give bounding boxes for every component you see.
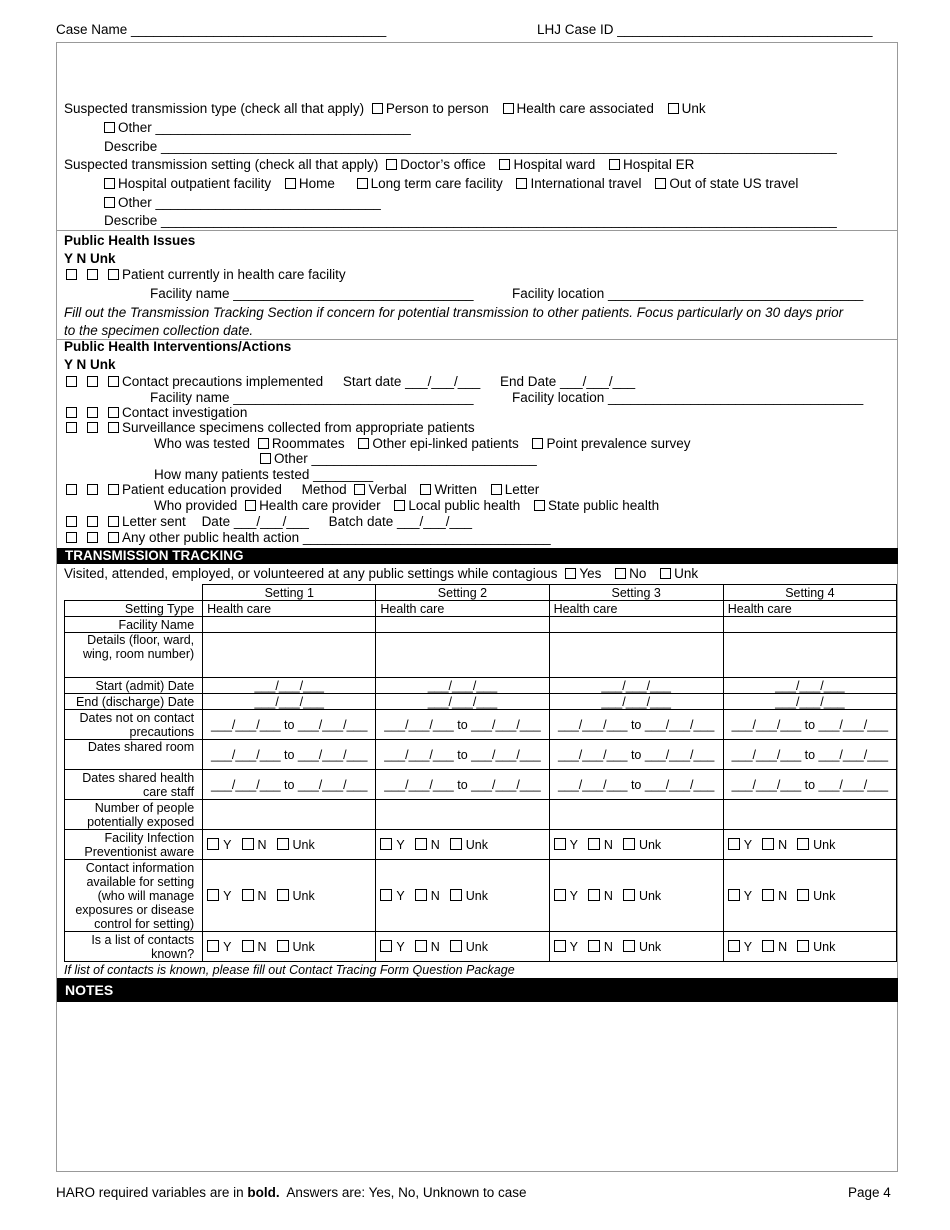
option-label: Y <box>396 837 405 852</box>
checkbox[interactable] <box>420 484 431 495</box>
table-row <box>65 770 897 800</box>
input-cell[interactable] <box>723 617 896 633</box>
checkbox-unk[interactable] <box>277 940 289 952</box>
tested-other-row <box>260 451 537 467</box>
patient-in-facility-row <box>66 267 346 283</box>
checkbox-n[interactable] <box>415 940 427 952</box>
option-label: Out of state US travel <box>669 176 799 191</box>
footer-suffix: Answers are: Yes, No, Unknown to case <box>279 1185 527 1200</box>
option-label: Unk <box>292 939 315 954</box>
row-label: Setting Type <box>65 601 203 617</box>
option-label: Yes <box>579 566 602 581</box>
checkbox-unk[interactable] <box>108 269 119 280</box>
question-label: Contact investigation <box>122 405 248 420</box>
input-cell[interactable] <box>549 633 723 678</box>
option-label: Unk <box>292 888 315 903</box>
footer-note <box>56 1185 526 1201</box>
checkbox-y[interactable] <box>66 422 77 433</box>
option-label: Home <box>298 176 335 191</box>
question-label: Contact precautions implemented <box>122 374 324 389</box>
row-label: Contact information available for setting (who will manage exposures or disease control for setting) <box>65 860 203 932</box>
checkbox[interactable] <box>357 178 368 189</box>
checkbox-unk[interactable] <box>623 940 635 952</box>
option-label: N <box>257 837 267 852</box>
checkbox[interactable] <box>245 500 256 511</box>
page-number: Page 4 <box>848 1185 891 1200</box>
table-row <box>65 633 897 678</box>
checkbox-n[interactable] <box>87 484 98 495</box>
transmission-type-other <box>104 120 411 136</box>
option-label: N <box>430 939 440 954</box>
checkbox[interactable] <box>394 500 405 511</box>
option-label: Long term care facility <box>370 176 503 191</box>
checkbox-unk[interactable] <box>108 422 119 433</box>
how-many-tested-field[interactable]: How many patients tested ________ <box>154 467 374 482</box>
checkbox[interactable] <box>491 484 502 495</box>
setting-header: Setting 1 <box>203 585 376 601</box>
corner-cell <box>65 585 203 601</box>
table-row <box>65 694 897 710</box>
checkbox[interactable] <box>260 453 271 464</box>
batch-date-field[interactable]: Batch date ___/___/___ <box>328 514 473 529</box>
setting-header: Setting 3 <box>549 585 723 601</box>
date-range-cell[interactable]: ___/___/___ to ___/___/___ <box>723 770 896 800</box>
checkbox-n[interactable] <box>242 940 254 952</box>
input-cell[interactable] <box>203 800 376 830</box>
checkbox[interactable] <box>532 438 543 449</box>
checkbox-unk[interactable] <box>108 376 119 387</box>
option-label: Y <box>396 888 405 903</box>
contact-precautions-row <box>66 374 635 390</box>
transmission-type-row <box>64 101 706 117</box>
option-label: Unk <box>813 888 836 903</box>
transmission-setting-label: Suspected transmission setting (check all that apply) <box>64 157 379 172</box>
option-label: Unk <box>674 566 699 581</box>
who-provided-label: Who provided <box>154 498 238 513</box>
checkbox-y[interactable] <box>728 940 740 952</box>
date-range-cell[interactable]: ___/___/___ to ___/___/___ <box>203 740 376 770</box>
checkbox[interactable] <box>609 159 620 170</box>
row-label: Start (admit) Date <box>65 678 203 694</box>
checkbox-n[interactable] <box>415 838 427 850</box>
setting-header: Setting 4 <box>723 585 896 601</box>
describe-field[interactable]: Describe __________________________________________________________________________________________ <box>104 213 837 228</box>
input-cell[interactable] <box>376 633 549 678</box>
table-row <box>65 678 897 694</box>
option-label: Other epi-linked patients <box>372 436 519 451</box>
ynu-cell <box>723 830 896 860</box>
checkbox-y[interactable] <box>728 889 740 901</box>
ynu-cell <box>723 860 896 932</box>
date-range-cell[interactable]: ___/___/___ to ___/___/___ <box>203 710 376 740</box>
checkbox-unk[interactable] <box>797 889 809 901</box>
option-label: Unk <box>465 888 488 903</box>
checkbox[interactable] <box>534 500 545 511</box>
checkbox-y[interactable] <box>380 940 392 952</box>
date-range-cell[interactable]: ___/___/___ to ___/___/___ <box>376 740 549 770</box>
checkbox[interactable] <box>499 159 510 170</box>
option-label: State public health <box>548 498 660 513</box>
facility-name-field[interactable]: Facility name ________________________________ <box>150 390 474 405</box>
row-label: Facility Infection Preventionist aware <box>65 830 203 860</box>
option-label: Person to person <box>385 101 489 116</box>
table-row <box>65 800 897 830</box>
row-label: Details (floor, ward, wing, room number) <box>65 633 203 678</box>
transmission-setting-row2 <box>104 176 798 192</box>
other-action-field[interactable]: Any other public health action _________________________________ <box>122 530 551 545</box>
visited-row <box>64 566 698 582</box>
checkbox-unk[interactable] <box>623 838 635 850</box>
checkbox-n[interactable] <box>762 889 774 901</box>
lhj-case-id-field[interactable]: LHJ Case ID __________________________________ <box>537 22 873 37</box>
date-range-cell[interactable]: ___/___/___ to ___/___/___ <box>549 770 723 800</box>
checkbox-n[interactable] <box>87 422 98 433</box>
checkbox[interactable] <box>285 178 296 189</box>
end-date-field[interactable]: End Date ___/___/___ <box>500 374 636 389</box>
interventions-title: Public Health Interventions/Actions <box>64 339 292 354</box>
checkbox[interactable] <box>258 438 269 449</box>
date-cell[interactable]: ___/___/___ <box>203 678 376 694</box>
table-row <box>65 617 897 633</box>
option-label: Y <box>223 939 232 954</box>
question-label: Letter sent <box>122 514 186 529</box>
input-cell[interactable] <box>376 800 549 830</box>
option-label: N <box>430 888 440 903</box>
ynu-cell <box>549 830 723 860</box>
option-label: Unk <box>638 837 662 852</box>
checkbox[interactable] <box>354 484 365 495</box>
ynu-cell <box>376 932 549 962</box>
ynu-cell <box>723 932 896 962</box>
date-range-cell[interactable]: ___/___/___ to ___/___/___ <box>549 710 723 740</box>
checkbox-unk[interactable] <box>108 532 119 543</box>
ynu-header: Y N Unk <box>64 357 116 372</box>
option-label: Y <box>743 837 753 852</box>
contact-tracing-footnote: If list of contacts is known, please fill out Contact Tracing Form Question Package <box>64 963 515 977</box>
checkbox-y[interactable] <box>728 838 740 850</box>
option-label: Unk <box>638 939 662 954</box>
date-cell[interactable]: ___/___/___ <box>549 678 723 694</box>
checkbox[interactable] <box>565 568 576 579</box>
option-label: Unk <box>681 101 706 116</box>
input-cell[interactable] <box>723 800 896 830</box>
option-label: Unk <box>813 837 836 852</box>
checkbox-n[interactable] <box>588 838 600 850</box>
row-label: Dates not on contact precautions <box>65 710 203 740</box>
option-label: N <box>603 888 613 903</box>
option-label: Y <box>569 888 578 903</box>
ynu-cell <box>376 830 549 860</box>
checkbox-n[interactable] <box>588 889 600 901</box>
table-row <box>65 932 897 962</box>
option-label: Health care provider <box>259 498 381 513</box>
option-label: N <box>778 939 788 954</box>
facility-location-field[interactable]: Facility location __________________________________ <box>512 390 864 405</box>
checkbox[interactable] <box>516 178 527 189</box>
checkbox[interactable] <box>104 122 115 133</box>
transmission-setting-row <box>64 157 694 173</box>
surveillance-row <box>66 420 475 436</box>
option-label: Local public health <box>408 498 521 513</box>
row-label: Facility Name <box>65 617 203 633</box>
checkbox-n[interactable] <box>242 838 254 850</box>
date-cell[interactable]: ___/___/___ <box>549 694 723 710</box>
ynu-cell <box>203 830 376 860</box>
checkbox-n[interactable] <box>762 838 774 850</box>
checkbox-n[interactable] <box>87 376 98 387</box>
checkbox-y[interactable] <box>66 269 77 280</box>
option-label: Unk <box>638 888 662 903</box>
contact-investigation-row <box>66 405 247 421</box>
method-label: Method <box>301 482 347 497</box>
checkbox-unk[interactable] <box>108 484 119 495</box>
input-cell[interactable] <box>376 617 549 633</box>
option-label: Point prevalence survey <box>546 436 691 451</box>
checkbox[interactable] <box>503 103 514 114</box>
checkbox-n[interactable] <box>588 940 600 952</box>
start-date-field[interactable]: Start date ___/___/___ <box>342 374 481 389</box>
other-field[interactable]: Other ______________________________ <box>118 195 381 210</box>
ynu-cell <box>549 932 723 962</box>
checkbox-n[interactable] <box>242 889 254 901</box>
option-label: Letter <box>504 482 540 497</box>
setting-type-cell[interactable]: Health care <box>549 601 723 617</box>
instruction-note: Fill out the Transmission Tracking Section if concern for potential transmission to other patients. Focus particularly on 30 days prior <box>64 305 844 320</box>
checkbox[interactable] <box>386 159 397 170</box>
date-range-cell[interactable]: ___/___/___ to ___/___/___ <box>723 740 896 770</box>
letter-sent-row <box>66 514 472 530</box>
setting-type-cell[interactable]: Health care <box>723 601 896 617</box>
input-cell[interactable] <box>723 633 896 678</box>
option-label: N <box>778 888 788 903</box>
checkbox-unk[interactable] <box>450 838 462 850</box>
checkbox-n[interactable] <box>87 516 98 527</box>
checkbox-y[interactable] <box>207 838 219 850</box>
who-provided-row <box>154 498 659 514</box>
date-cell[interactable]: ___/___/___ <box>723 694 896 710</box>
checkbox-y[interactable] <box>66 484 77 495</box>
footer-bold: bold. <box>247 1185 280 1200</box>
option-label: Health care associated <box>516 101 654 116</box>
checkbox[interactable] <box>660 568 671 579</box>
table-row <box>65 860 897 932</box>
row-label: End (discharge) Date <box>65 694 203 710</box>
transmission-setting-other <box>104 195 381 211</box>
checkbox-y[interactable] <box>380 838 392 850</box>
divider <box>57 230 897 231</box>
ynu-cell <box>376 860 549 932</box>
option-label: N <box>257 888 267 903</box>
checkbox-y[interactable] <box>66 516 77 527</box>
checkbox[interactable] <box>372 103 383 114</box>
date-range-cell[interactable]: ___/___/___ to ___/___/___ <box>376 770 549 800</box>
checkbox-unk[interactable] <box>450 940 462 952</box>
checkbox-n[interactable] <box>415 889 427 901</box>
other-field[interactable]: Other ______________________________ <box>274 451 537 466</box>
table-row <box>65 830 897 860</box>
option-label: N <box>430 837 440 852</box>
describe-field[interactable]: Describe __________________________________________________________________________________________ <box>104 139 837 154</box>
checkbox-unk[interactable] <box>108 407 119 418</box>
row-label: Is a list of contacts known? <box>65 932 203 962</box>
checkbox-y[interactable] <box>207 940 219 952</box>
transmission-tracking-header: TRANSMISSION TRACKING <box>57 548 898 564</box>
option-label: N <box>778 837 788 852</box>
checkbox-unk[interactable] <box>797 838 809 850</box>
date-range-cell[interactable]: ___/___/___ to ___/___/___ <box>376 710 549 740</box>
checkbox[interactable] <box>104 178 115 189</box>
letter-date-field[interactable]: Date ___/___/___ <box>201 514 309 529</box>
option-label: Unk <box>465 939 488 954</box>
checkbox-unk[interactable] <box>277 838 289 850</box>
question-label: Patient currently in health care facility <box>122 267 346 282</box>
date-cell[interactable]: ___/___/___ <box>376 678 549 694</box>
option-label: Unk <box>813 939 836 954</box>
other-action-row <box>66 530 551 546</box>
checkbox-y[interactable] <box>554 838 566 850</box>
notes-header: NOTES <box>57 978 898 1002</box>
checkbox-y[interactable] <box>66 407 77 418</box>
option-label: Y <box>569 939 578 954</box>
footer-prefix: HARO required variables are in <box>56 1185 248 1200</box>
checkbox-y[interactable] <box>66 532 77 543</box>
option-label: Hospital ward <box>513 157 596 172</box>
setting-type-cell[interactable]: Health care <box>376 601 549 617</box>
table-row <box>65 740 897 770</box>
table-row <box>65 601 897 617</box>
checkbox-unk[interactable] <box>797 940 809 952</box>
question-label: Patient education provided <box>122 482 282 497</box>
option-label: Y <box>743 939 753 954</box>
option-label: N <box>257 939 267 954</box>
patient-education-row <box>66 482 539 498</box>
table-header-row <box>65 585 897 601</box>
row-label: Dates shared health care staff <box>65 770 203 800</box>
date-range-cell[interactable]: ___/___/___ to ___/___/___ <box>723 710 896 740</box>
transmission-tracking-table <box>64 584 897 962</box>
setting-header: Setting 2 <box>376 585 549 601</box>
checkbox[interactable] <box>655 178 666 189</box>
option-label: International travel <box>530 176 642 191</box>
ynu-cell <box>203 860 376 932</box>
option-label: Roommates <box>271 436 345 451</box>
input-cell[interactable] <box>203 633 376 678</box>
option-label: Hospital outpatient facility <box>118 176 272 191</box>
checkbox-n[interactable] <box>87 532 98 543</box>
checkbox[interactable] <box>104 197 115 208</box>
ynu-cell <box>203 932 376 962</box>
option-label: Y <box>223 837 232 852</box>
checkbox[interactable] <box>668 103 679 114</box>
checkbox-n[interactable] <box>762 940 774 952</box>
facility-name-field[interactable]: Facility name ________________________________ <box>150 286 474 301</box>
option-label: N <box>603 939 613 954</box>
row-label: Number of people potentially exposed <box>65 800 203 830</box>
facility-location-field[interactable]: Facility location __________________________________ <box>512 286 864 301</box>
checkbox-unk[interactable] <box>108 516 119 527</box>
question-label: Surveillance specimens collected from appropriate patients <box>122 420 475 435</box>
input-cell[interactable] <box>549 617 723 633</box>
option-label: N <box>603 837 613 852</box>
ynu-header: Y N Unk <box>64 251 116 266</box>
option-label: Y <box>396 939 405 954</box>
checkbox-y[interactable] <box>380 889 392 901</box>
option-label: Unk <box>465 837 488 852</box>
option-label: Y <box>569 837 578 852</box>
checkbox-y[interactable] <box>554 889 566 901</box>
case-name-field[interactable]: Case Name __________________________________ <box>56 22 387 37</box>
date-range-cell[interactable]: ___/___/___ to ___/___/___ <box>203 770 376 800</box>
option-label: No <box>629 566 647 581</box>
checkbox-unk[interactable] <box>450 889 462 901</box>
row-label: Dates shared room <box>65 740 203 770</box>
option-label: Unk <box>292 837 315 852</box>
public-health-issues-title: Public Health Issues <box>64 233 196 248</box>
setting-type-cell[interactable]: Health care <box>203 601 376 617</box>
who-tested-row <box>154 436 691 452</box>
option-label: Doctor’s office <box>400 157 486 172</box>
option-label: Y <box>743 888 753 903</box>
option-label: Verbal <box>368 482 407 497</box>
who-tested-label: Who was tested <box>154 436 251 451</box>
checkbox[interactable] <box>615 568 626 579</box>
transmission-type-label: Suspected transmission type (check all that apply) <box>64 101 365 116</box>
checkbox-y[interactable] <box>207 889 219 901</box>
input-cell[interactable] <box>549 800 723 830</box>
checkbox-unk[interactable] <box>623 889 635 901</box>
date-cell[interactable]: ___/___/___ <box>376 694 549 710</box>
option-label: Hospital ER <box>623 157 695 172</box>
notes-area[interactable] <box>57 1002 897 1171</box>
date-cell[interactable]: ___/___/___ <box>723 678 896 694</box>
ynu-cell <box>549 860 723 932</box>
checkbox[interactable] <box>358 438 369 449</box>
table-row <box>65 710 897 740</box>
option-label: Y <box>223 888 232 903</box>
date-range-cell[interactable]: ___/___/___ to ___/___/___ <box>549 740 723 770</box>
other-field[interactable]: Other __________________________________ <box>118 120 411 135</box>
input-cell[interactable] <box>203 617 376 633</box>
checkbox-y[interactable] <box>66 376 77 387</box>
instruction-note: to the specimen collection date. <box>64 323 254 338</box>
checkbox-n[interactable] <box>87 269 98 280</box>
checkbox-unk[interactable] <box>277 889 289 901</box>
visited-label: Visited, attended, employed, or volunteered at any public settings while contagious <box>64 566 558 581</box>
checkbox-y[interactable] <box>554 940 566 952</box>
option-label: Written <box>434 482 477 497</box>
checkbox-n[interactable] <box>87 407 98 418</box>
date-cell[interactable]: ___/___/___ <box>203 694 376 710</box>
